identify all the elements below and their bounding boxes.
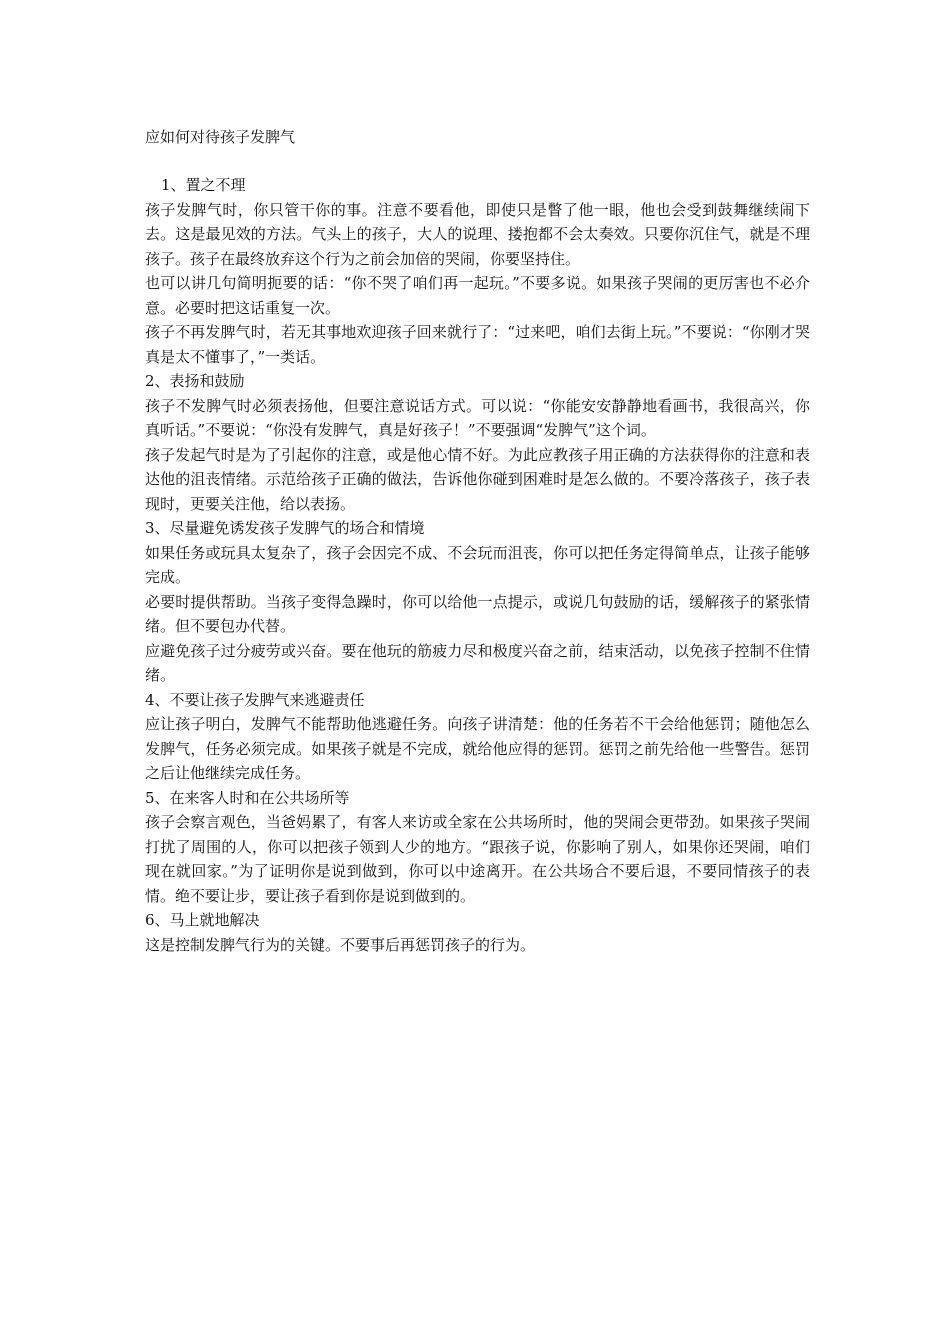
section-heading: 3、尽量避免诱发孩子发脾气的场合和情境 [145,519,425,537]
section-2 [145,369,810,516]
section-3 [145,516,810,688]
section-heading: 6、马上就地解决 [145,911,260,929]
document-title: 应如何对待孩子发脾气 [145,128,296,146]
section-heading: 1、置之不理 [161,176,246,194]
section-4 [145,688,810,786]
section-heading: 5、在来客人时和在公共场所等 [145,788,350,807]
paragraph: 必要时提供帮助。当孩子变得急躁时，你可以给他一点提示，或说几句鼓励的话，缓解孩子的紧张情绪。但不要包办代替。 [145,592,810,635]
paragraph: 应让孩子明白，发脾气不能帮助他逃避任务。向孩子讲清楚：他的任务若不干会给他惩罚；随他怎么发脾气，任务必须完成。如果孩子就是不完成，就给他应得的惩罚。惩罚之前先给他一些警告。惩罚之后让他继续完成任务。 [145,715,810,782]
paragraph: 这是控制发脾气行为的关键。不要事后再惩罚孩子的行为。 [145,935,536,954]
paragraph: 孩子发起气时是为了引起你的注意，或是他心情不好。为此应教孩子用正确的方法获得你的注意和表达他的沮丧情绪。示范给孩子正确的做法，告诉他你碰到困难时是怎么做的。不要冷落孩子，孩子表现时，更要关注他，给以表扬。 [145,445,810,513]
section-heading: 4、不要让孩子发脾气来逃避责任 [145,690,365,709]
section-6 [145,908,810,957]
paragraph: 孩子不发脾气时必须表扬他，但要注意说话方式。可以说：“你能安安静静地看画书，我很高兴，你真听话。”不要说：“你没有发脾气，真是好孩子！”不要强调“发脾气”这个词。 [145,396,810,439]
paragraph: 孩子不再发脾气时，若无其事地欢迎孩子回来就行了：“过来吧，咱们去街上玩。”不要说：“你刚才哭真是太不懂事了，”一类话。 [145,323,810,366]
section-heading: 2、表扬和鼓励 [145,372,245,390]
document-page [145,125,810,957]
paragraph: 如果任务或玩具太复杂了，孩子会因完不成、不会玩而沮丧，你可以把任务定得简单点，让孩子能够完成。 [145,543,810,586]
section-1 [145,173,810,369]
paragraph: 也可以讲几句简明扼要的话：“你不哭了咱们再一起玩。”不要多说。如果孩子哭闹的更厉害也不必介意。必要时把这话重复一次。 [145,274,810,317]
paragraph: 孩子发脾气时，你只管干你的事。注意不要看他，即使只是瞥了他一眼，他也会受到鼓舞继续闹下去。这是最见效的方法。气头上的孩子，大人的说理、搂抱都不会太奏效。只要你沉住气，就是不理孩子。孩子在最终放弃这个行为之前会加倍的哭闹，你要坚持住。 [145,200,810,268]
section-5 [145,786,810,909]
paragraph: 应避免孩子过分疲劳或兴奋。要在他玩的筋疲力尽和极度兴奋之前，结束活动，以免孩子控制不住情绪。 [145,641,810,684]
paragraph: 孩子会察言观色，当爸妈累了，有客人来访或全家在公共场所时，他的哭闹会更带劲。如果孩子哭闹打扰了周围的人，你可以把孩子领到人少的地方。“跟孩子说，你影响了别人，如果你还哭闹，咱们现在就回家。”为了证明你是说到做到，你可以中途离开。在公共场合不要后退，不要同情孩子的表情。绝不要让步，要让孩子看到你是说到做到的。 [145,813,810,905]
